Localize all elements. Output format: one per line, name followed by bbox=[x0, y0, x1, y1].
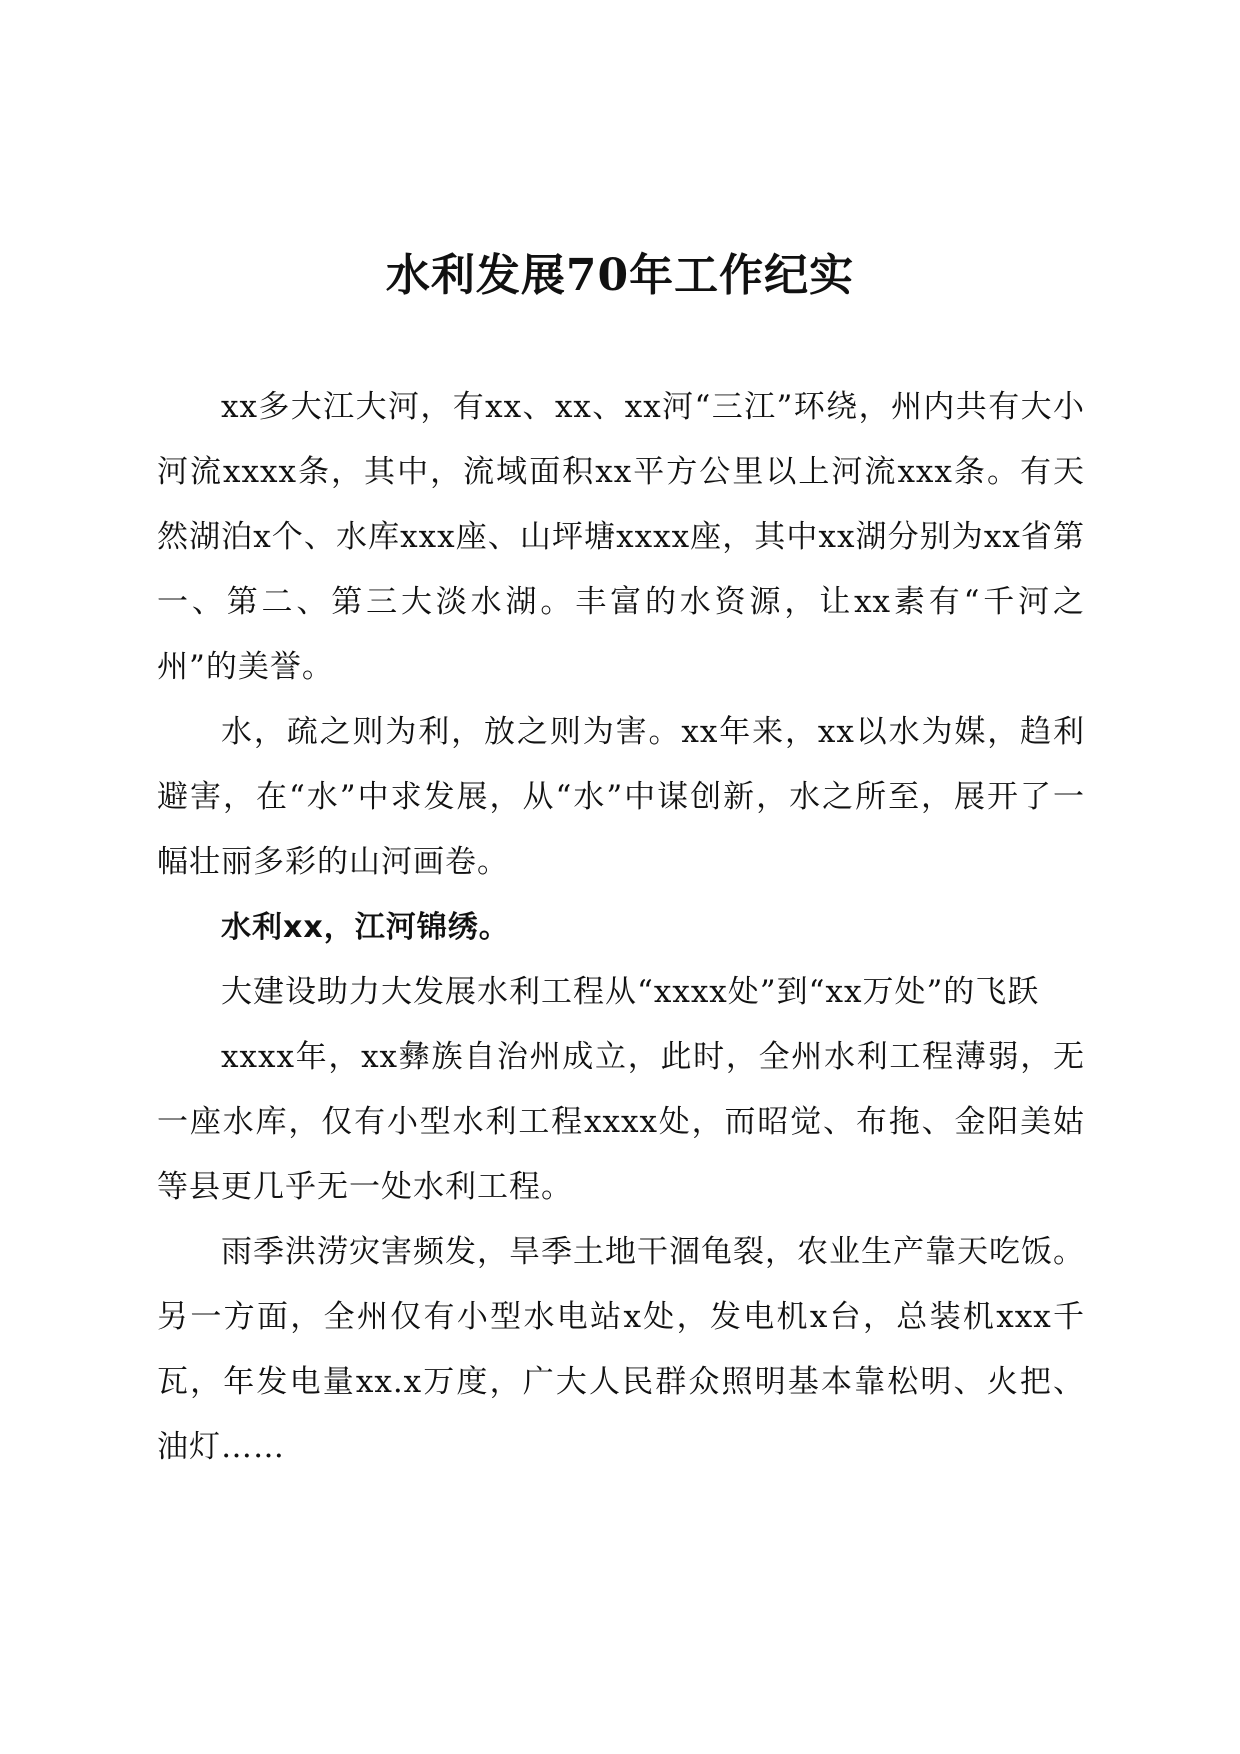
paragraph-history: xxxx年，xx彝族自治州成立，此时，全州水利工程薄弱，无一座水库，仅有小型水利工程xxxx处，而昭觉、布拖、金阳美姑等县更几乎无一处水利工程。 bbox=[157, 1039, 1085, 1205]
document-body bbox=[157, 375, 1085, 1480]
paragraph-intro: xx多大江大河，有xx、xx、xx河“三江”环绕，州内共有大小河流xxxx条，其中，流域面积xx平方公里以上河流xxx条。有天然湖泊x个、水库xxx座、山坪塘xxxx座，其中xx湖分别为xx省第一、第二、第三大淡水湖。丰富的水资源，让xx素有“千河之州”的美誉。 bbox=[157, 389, 1085, 685]
paragraph-disasters: 雨季洪涝灾害频发，旱季土地干涸龟裂，农业生产靠天吃饭。另一方面，全州仅有小型水电站x处，发电机x台，总装机xxx千瓦，年发电量xx.x万度，广大人民群众照明基本靠松明、火把、油灯…… bbox=[157, 1234, 1085, 1465]
section-heading: 水利xx，江河锦绣。 bbox=[221, 910, 510, 945]
paragraph-construction: 大建设助力大发展水利工程从“xxxx处”到“xx万处”的飞跃 bbox=[221, 974, 1040, 1010]
document-title: 水利发展70年工作纪实 bbox=[385, 250, 855, 301]
paragraph-water-benefit: 水，疏之则为利，放之则为害。xx年来，xx以水为媒，趋利避害，在“水”中求发展，从“水”中谋创新，水之所至，展开了一幅壮丽多彩的山河画卷。 bbox=[157, 714, 1085, 880]
